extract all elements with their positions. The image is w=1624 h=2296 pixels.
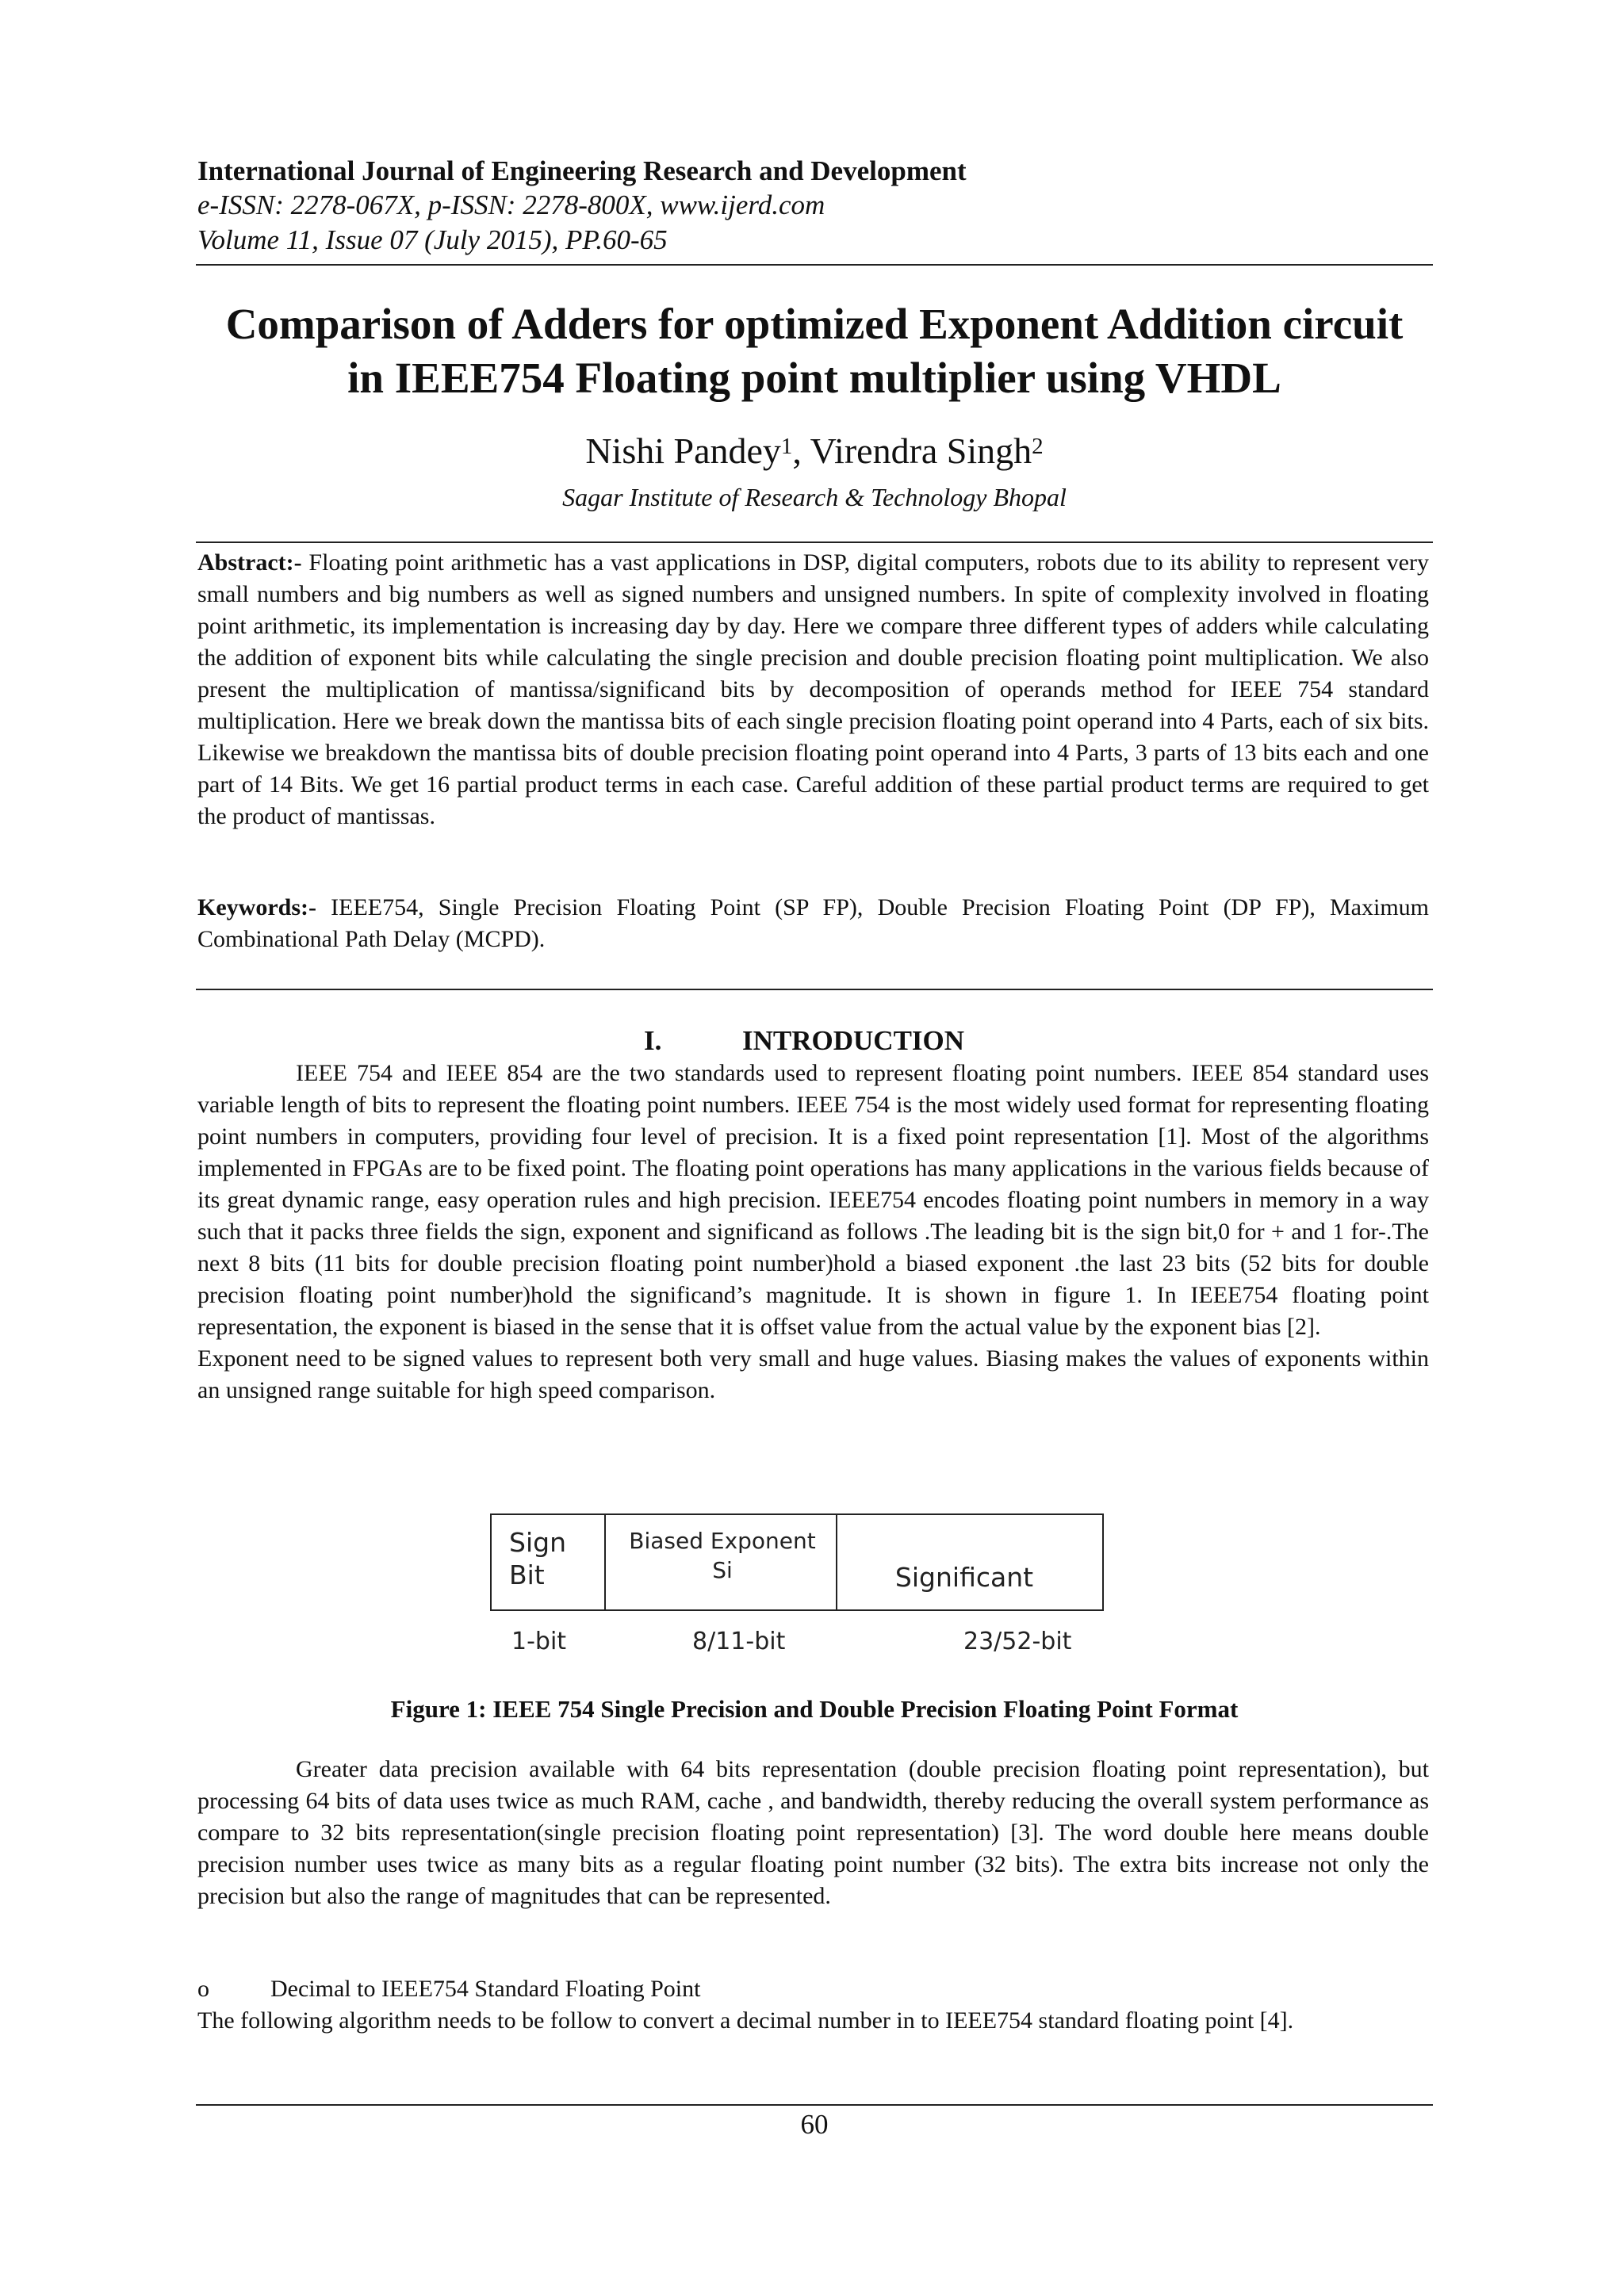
sign-field-label-1: Sign xyxy=(509,1527,566,1558)
abstract-label: Abstract:- xyxy=(197,549,302,576)
page-number: 60 xyxy=(800,2109,829,2140)
author-2-affiliation-mark: 2 xyxy=(1032,434,1044,459)
keywords xyxy=(197,892,1429,955)
author-1: Nishi Pandey xyxy=(585,430,781,471)
section-number: I. xyxy=(644,1025,662,1056)
abstract-text: Floating point arithmetic has a vast applications in DSP, digital computers, robots due to its ability to represent very small numbers and big numbers as well as signed numbers and unsigned numbers. In spite of complexity involved in floating point arithmetic, its implementation is increasing day by day. Here we compare three different types of adders while calculating the addition of exponent bits while calculating the single precision and double precision floating point multiplication. We also present the multiplication of mantissa/significand bits by decomposition of operands method for IEEE 754 standard multiplication. Here we break down the mantissa bits of each single precision floating point operand into 4 Parts, each of six bits. Likewise we breakdown the mantissa bits of double precision floating point operand into 4 Parts, 3 parts of 13 bits each and one part of 14 Bits. We get 16 partial product terms in each case. Careful addition of these partial product terms are required to get the product of mantissas. xyxy=(197,549,1429,829)
abstract-bottom-rule xyxy=(196,989,1433,990)
precision-paragraph-text: Greater data precision available with 64 bits representation (double precision floating point representation), but processing 64 bits of data uses twice as much RAM, cache , and bandwidth, thereby reducing the overall system performance as compare to 32 bits representation(single precision floating point representation) [3]. The word double here means double precision number uses twice as many bits as a regular floating point number (32 bits). The extra bits increase not only the precision but also the range of magnitudes that can be represented. xyxy=(197,1756,1429,1909)
abstract xyxy=(197,547,1429,832)
significant-field: Significant xyxy=(894,1562,1034,1593)
sign-bit-field xyxy=(509,1526,566,1591)
sign-field-label-2: Bit xyxy=(509,1559,545,1590)
keywords-text: IEEE754, Single Precision Floating Point (SP FP), Double Precision Floating Point (DP FP), Maximum Combinational Path Delay (MCPD). xyxy=(197,894,1429,952)
header-rule xyxy=(196,264,1433,266)
author-2: Virendra Singh xyxy=(810,430,1032,471)
exponent-field-label-1: Biased Exponent xyxy=(629,1528,816,1554)
figure-1-caption: Figure 1: IEEE 754 Single Precision and Double Precision Floating Point Format xyxy=(390,1695,1239,1723)
exponent-bit-width: 8/11-bit xyxy=(692,1628,786,1655)
sign-bit-width: 1-bit xyxy=(511,1628,567,1655)
algorithm-intro-paragraph xyxy=(197,2005,1429,2037)
footer-rule xyxy=(196,2104,1433,2106)
precision-paragraph xyxy=(197,1754,1429,1912)
algorithm-intro-text: The following algorithm needs to be follow to convert a decimal number in to IEEE754 standard floating point [4]. xyxy=(197,2007,1294,2034)
exponent-field-label-2: Si xyxy=(712,1557,733,1583)
journal-name: International Journal of Engineering Research and Development xyxy=(197,155,967,186)
keywords-label: Keywords:- xyxy=(197,894,316,920)
author-list xyxy=(196,428,1433,474)
journal-volume: Volume 11, Issue 07 (July 2015), PP.60-65 xyxy=(197,224,668,255)
title-line-1: Comparison of Adders for optimized Exponent Addition circuit xyxy=(225,300,1404,348)
journal-issn: e-ISSN: 2278-067X, p-ISSN: 2278-800X, www.ijerd.com xyxy=(197,189,825,220)
figure-1-format-diagram xyxy=(490,1513,1104,1611)
biased-exponent-field xyxy=(606,1526,839,1585)
section-title: INTRODUCTION xyxy=(742,1025,965,1056)
intro-paragraph-1: IEEE 754 and IEEE 854 are the two standards used to represent floating point numbers. IEEE 854 standard uses variable length of bits to represent the floating point numbers. IEEE 754 is the most widely used format for representing floating point numbers in computers, providing four level of precision. It is a fixed point representation [1]. Most of the algorithms implemented in FPGAs are to be fixed point. The floating point operations has many applications in the various fields because of its great dynamic range, easy operation rules and high precision. IEEE754 encodes floating point numbers in memory in a way such that it packs three fields the sign, exponent and significand as follows .The leading bit is the sign bit,0 for + and 1 for-.The next 8 bits (11 bits for double precision floating point number)hold a biased exponent .the last 23 bits (52 bits for double precision floating point number)hold the significand’s magnitude. It is shown in figure 1. In IEEE754 floating point representation, the exponent is biased in the sense that it is offset value from the actual value by the exponent bias [2]. xyxy=(197,1060,1429,1340)
abstract-top-rule xyxy=(196,541,1433,543)
affiliation: Sagar Institute of Research & Technology Bhopal xyxy=(562,483,1067,511)
significant-bit-width: 23/52-bit xyxy=(963,1628,1072,1655)
author-separator: , xyxy=(792,430,810,471)
bullet-marker: o xyxy=(197,1976,209,2002)
introduction-text xyxy=(197,1058,1429,1406)
journal-header xyxy=(197,155,1434,258)
intro-paragraph-2: Exponent need to be signed values to represent both very small and huge values. Biasing makes the values of exponents within an unsigned range suitable for high speed comparison. xyxy=(197,1345,1429,1403)
author-1-affiliation-mark: 1 xyxy=(780,434,793,459)
bullet-text: Decimal to IEEE754 Standard Floating Point xyxy=(270,1976,701,2002)
title-line-2: in IEEE754 Floating point multiplier using VHDL xyxy=(347,354,1281,402)
paper-title xyxy=(196,297,1433,405)
